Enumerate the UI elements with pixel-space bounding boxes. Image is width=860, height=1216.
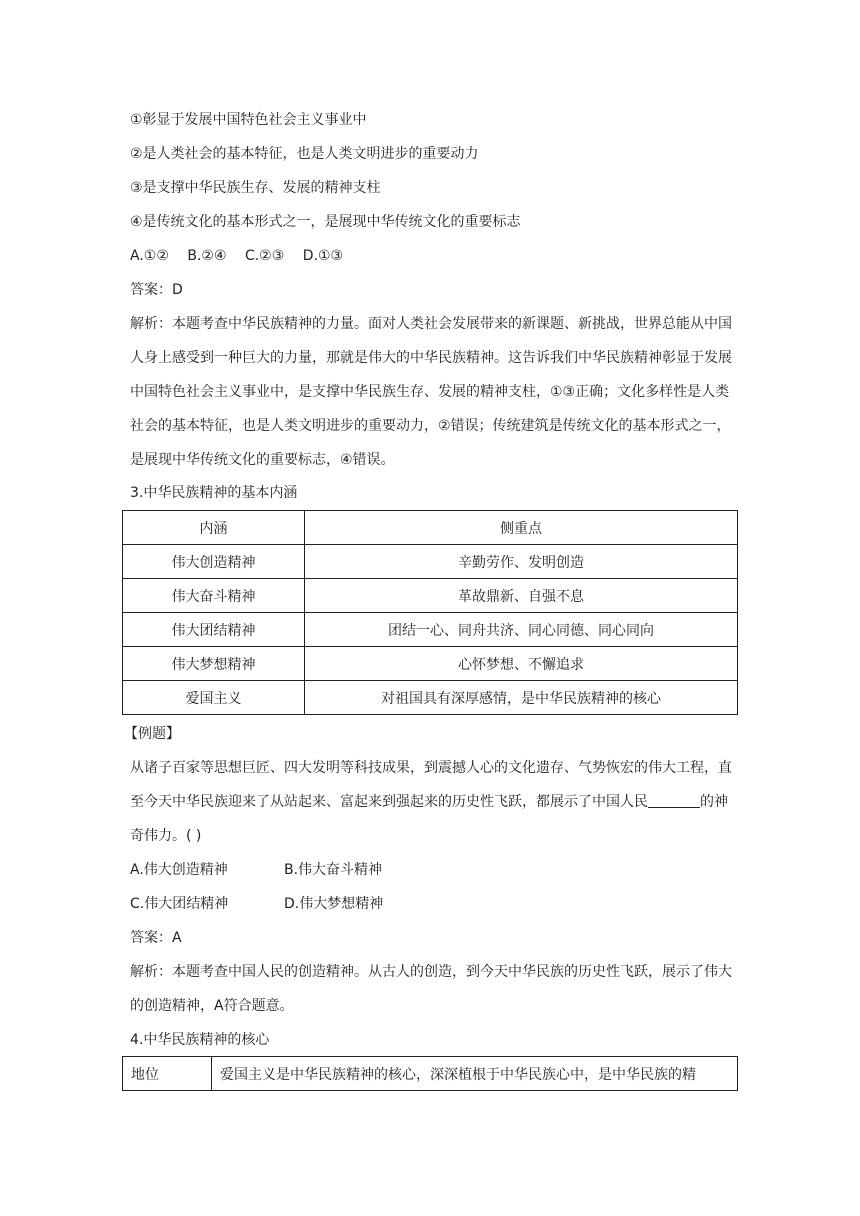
option-c: C.②③ (244, 248, 285, 264)
example-stem (130, 751, 738, 853)
option-a: A.①② (130, 248, 169, 264)
example-analysis: 解析：本题考查中国人民的创造精神。从古人的创造，到今天中华民族的历史性飞跃，展示了伟大的创造精神，A符合题意。 (130, 964, 732, 1014)
example-option-d: D.伟大梦想精神 (284, 896, 384, 912)
table-header-cell: 侧重点 (305, 511, 738, 545)
option-d: D.①③ (302, 248, 344, 264)
example-answer: 答案：A (130, 930, 182, 946)
choice-item-1: ①彰显于发展中国特色社会主义事业中 (130, 112, 367, 128)
table-row (123, 613, 738, 647)
choice-item-3: ③是支撑中华民族生存、发展的精神支柱 (130, 180, 381, 196)
table-cell: 爱国主义 (123, 681, 305, 715)
example-options-row-2 (130, 894, 383, 914)
table-cell: 辛勤劳作、发明创造 (305, 545, 738, 579)
table-row (123, 647, 738, 681)
example-label: 【例题】 (124, 726, 180, 742)
section-heading-4: 4.中华民族精神的核心 (130, 1032, 270, 1048)
answer-options (130, 246, 357, 266)
example-option-c: C.伟大团结精神 (130, 896, 229, 912)
connotation-table (122, 510, 738, 715)
example-option-b: B.伟大奋斗精神 (284, 862, 383, 878)
choice-item-2: ②是人类社会的基本特征，也是人类文明进步的重要动力 (130, 146, 479, 162)
table-cell: 伟大创造精神 (123, 545, 305, 579)
analysis-paragraph: 解析：本题考查中华民族精神的力量。面对人类社会发展带来的新课题、新挑战，世界总能从中国人身上感受到一种巨大的力量，那就是伟大的中华民族精神。这告诉我们中华民族精神彰显于发展中国特色社会主义事业中，是支撑中华民族生存、发展的精神支柱，①③正确；文化多样性是人类社会的基本特征，也是人类文明进步的重要动力，②错误；传统建筑是传统文化的基本形式之一，是展现中华传统文化的重要标志，④错误。 (130, 316, 732, 468)
answer-text: 答案：D (130, 282, 183, 298)
example-stem-text: 从诸子百家等思想巨匠、四大发明等科技成果，到震撼人心的文化遗存、气势恢宏的伟大工程，直至今天中华民族迎来了从站起来、富起来到强起来的历史性飞跃，都展示了中国人民 (130, 760, 732, 810)
section-heading-3: 3.中华民族精神的基本内涵 (130, 485, 298, 501)
table-cell: 革故鼎新、自强不息 (305, 579, 738, 613)
choice-item-4: ④是传统文化的基本形式之一，是展现中华传统文化的重要标志 (130, 214, 521, 230)
table-row (123, 1057, 738, 1091)
table-cell: 爱国主义是中华民族精神的核心，深深植根于中华民族心中，是中华民族的精 (212, 1057, 738, 1091)
core-table (122, 1056, 738, 1091)
option-b: B.②④ (187, 248, 227, 264)
table-cell: 伟大团结精神 (123, 613, 305, 647)
example-options-row-1 (130, 860, 382, 880)
example-option-a: A.伟大创造精神 (130, 862, 228, 878)
example-stem-end: 的神奇伟力。( ) (130, 794, 728, 844)
table-row (123, 681, 738, 715)
table-header-cell: 内涵 (123, 511, 305, 545)
table-cell: 团结一心、同舟共济、同心同德、同心同向 (305, 613, 738, 647)
table-cell: 伟大奋斗精神 (123, 579, 305, 613)
table-cell: 心怀梦想、不懈追求 (305, 647, 738, 681)
table-cell: 地位 (123, 1057, 212, 1091)
table-row (123, 545, 738, 579)
table-cell: 对祖国具有深厚感情，是中华民族精神的核心 (305, 681, 738, 715)
table-header-row (123, 511, 738, 545)
answer-blank (648, 791, 700, 808)
table-row (123, 579, 738, 613)
table-cell: 伟大梦想精神 (123, 647, 305, 681)
